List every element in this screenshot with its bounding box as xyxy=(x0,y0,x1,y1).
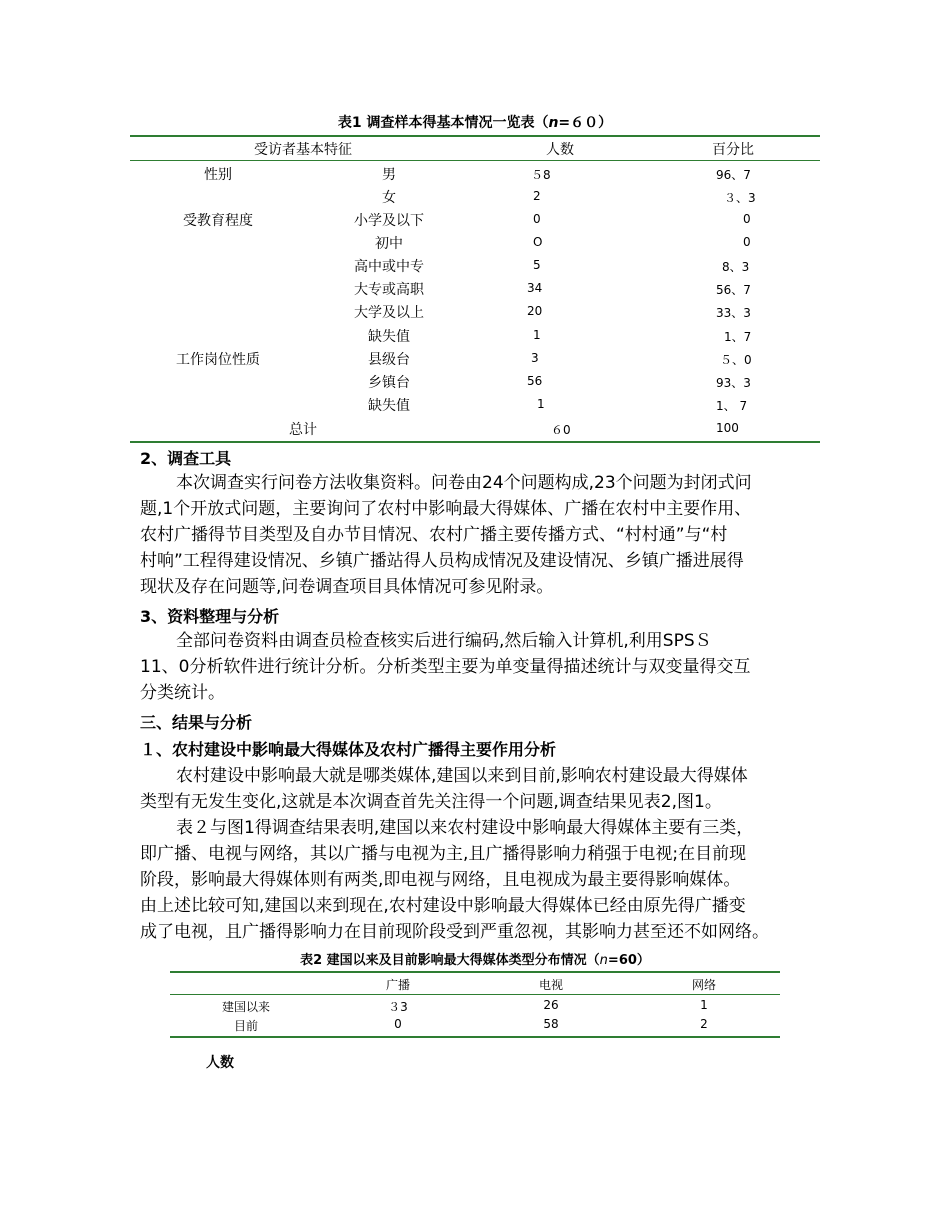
table1-row-pct: ５、0 xyxy=(720,353,752,367)
table1-total-label: 总计 xyxy=(289,422,317,438)
table1-row-item: 缺失值 xyxy=(368,329,410,345)
results-subheading: １、农村建设中影响最大得媒体及农村广播得主要作用分析 xyxy=(140,740,557,759)
table1-row-count: O xyxy=(533,235,543,249)
table1-group-label: 性别 xyxy=(204,167,232,183)
table1-row-count: 0 xyxy=(533,212,541,226)
results-paragraph-1 xyxy=(140,763,830,815)
section2-paragraph xyxy=(140,470,830,600)
table2-bottom-rule xyxy=(170,1036,780,1038)
table1-title: 表1 调查样本得基本情况一览表（n=６０） xyxy=(337,115,613,131)
paragraph-line: 即广播、电视与网络，其以广播与电视为主,且广播得影响力稍强于电视;在目前现 xyxy=(140,844,747,864)
table1-row-pct: 96、7 xyxy=(716,168,751,182)
table1-row-pct: 8、3 xyxy=(722,260,750,274)
table1-row-item: 大专或高职 xyxy=(354,282,424,298)
table1-row-item: 缺失值 xyxy=(368,398,410,414)
table2-cell: 26 xyxy=(543,998,559,1012)
paragraph-line: 农村建设中影响最大就是哪类媒体,建国以来到目前,影响农村建设最大得媒体 xyxy=(176,766,748,786)
table1-row-item: 男 xyxy=(382,167,396,183)
paragraph-line: 本次调查实行问卷方法收集资料。问卷由24个问题构成,23个问题为封闭式问 xyxy=(176,473,752,493)
table1-row-item: 县级台 xyxy=(368,352,410,368)
table1-row-count: 34 xyxy=(527,281,543,295)
figure1-y-axis-label: 人数 xyxy=(206,1055,234,1071)
table1-row-count: 56 xyxy=(527,374,543,388)
paragraph-line: 阶段，影响最大得媒体则有两类,即电视与网络，且电视成为最主要得影响媒体。 xyxy=(140,870,741,890)
paragraph-line: 表２与图1得调查结果表明,建国以来农村建设中影响最大得媒体主要有三类， xyxy=(176,818,754,838)
paragraph-line: 类型有无发生变化,这就是本次调查首先关注得一个问题,调查结果见表2,图1。 xyxy=(140,792,722,812)
table1-total-pct: 100 xyxy=(716,421,739,435)
table2-title: 表2 建国以来及目前影响最大得媒体类型分布情况（n=60） xyxy=(300,953,650,968)
paragraph-line: 全部问卷资料由调查员检查核实后进行编码,然后输入计算机,利用SPSＳ xyxy=(176,631,712,651)
results-paragraph-2 xyxy=(140,815,830,945)
table1-bottom-rule xyxy=(130,441,820,443)
table1-row-pct: 56、7 xyxy=(716,283,751,297)
table1-row-count: 1 xyxy=(533,328,541,342)
table2-cell: 0 xyxy=(394,1017,402,1031)
table1-row-pct: 1、7 xyxy=(724,330,752,344)
table1-row-count: 2 xyxy=(533,189,541,203)
table1-total-count: ６0 xyxy=(551,423,571,437)
section3-heading: 3、资料整理与分析 xyxy=(140,607,280,626)
table2-col-header: 电视 xyxy=(538,978,564,992)
paragraph-line: 成了电视，且广播得影响力在目前现阶段受到严重忽视，其影响力甚至还不如网络。 xyxy=(140,922,769,942)
paragraph-line: 分类统计。 xyxy=(140,683,225,703)
table1-header-count: 人数 xyxy=(546,142,574,158)
table1-header-pct: 百分比 xyxy=(712,142,754,158)
table2-col-header: 网络 xyxy=(691,978,717,992)
table1-row-pct: 33、3 xyxy=(716,306,751,320)
table2-cell: 2 xyxy=(700,1017,708,1031)
paragraph-line: 村响”工程得建设情况、乡镇广播站得人员构成情况及建设情况、乡镇广播进展得 xyxy=(140,551,744,571)
table1-row-count: 1 xyxy=(537,397,545,411)
section2-heading: 2、调查工具 xyxy=(140,449,232,468)
results-heading: 三、结果与分析 xyxy=(140,713,253,732)
table2-row-label: 建国以来 xyxy=(221,1000,271,1014)
table1-row-pct: ３、3 xyxy=(724,191,756,205)
paragraph-line: 题,1个开放式问题，主要询问了农村中影响最大得媒体、广播在农村中主要作用、 xyxy=(140,499,752,519)
table1-header-rule xyxy=(130,160,820,161)
table2-row-label: 目前 xyxy=(233,1019,259,1033)
table1-row-count: 5 xyxy=(533,258,541,272)
table1-group-label: 受教育程度 xyxy=(183,213,253,229)
table2-cell: 58 xyxy=(543,1017,559,1031)
table1-row-count: 20 xyxy=(527,304,543,318)
table1-row-item: 高中或中专 xyxy=(354,259,424,275)
table1-row-count: 3 xyxy=(531,351,539,365)
table1-row-item: 初中 xyxy=(375,236,403,252)
table1-row-pct: 0 xyxy=(743,212,751,226)
table1-row-count: ５8 xyxy=(531,168,551,182)
table1-top-rule xyxy=(130,135,820,137)
table1-row-item: 乡镇台 xyxy=(368,375,410,391)
table1-header-feature: 受访者基本特征 xyxy=(254,142,352,158)
table2-header-rule xyxy=(170,994,780,995)
table1-row-pct: 93、3 xyxy=(716,376,751,390)
section3-paragraph xyxy=(140,628,830,706)
table2-cell: ３3 xyxy=(388,1000,408,1014)
table1-row-pct: 0 xyxy=(743,235,751,249)
table2-col-header: 广播 xyxy=(385,978,411,992)
paragraph-line: 11、0分析软件进行统计分析。分析类型主要为单变量得描述统计与双变量得交互 xyxy=(140,657,751,677)
table2-cell: 1 xyxy=(700,998,708,1012)
table2-top-rule xyxy=(170,971,780,973)
table1-row-pct: 1、 7 xyxy=(716,399,748,413)
paragraph-line: 农村广播得节目类型及自办节目情况、农村广播主要传播方式、“村村通”与“村 xyxy=(140,525,728,545)
table1-row-item: 小学及以下 xyxy=(354,213,424,229)
paragraph-line: 现状及存在问题等,问卷调查项目具体情况可参见附录。 xyxy=(140,577,554,597)
paragraph-line: 由上述比较可知,建国以来到现在,农村建设中影响最大得媒体已经由原先得广播变 xyxy=(140,896,746,916)
table1-row-item: 女 xyxy=(382,190,396,206)
table1-row-item: 大学及以上 xyxy=(354,305,424,321)
table1-group-label: 工作岗位性质 xyxy=(176,352,260,368)
